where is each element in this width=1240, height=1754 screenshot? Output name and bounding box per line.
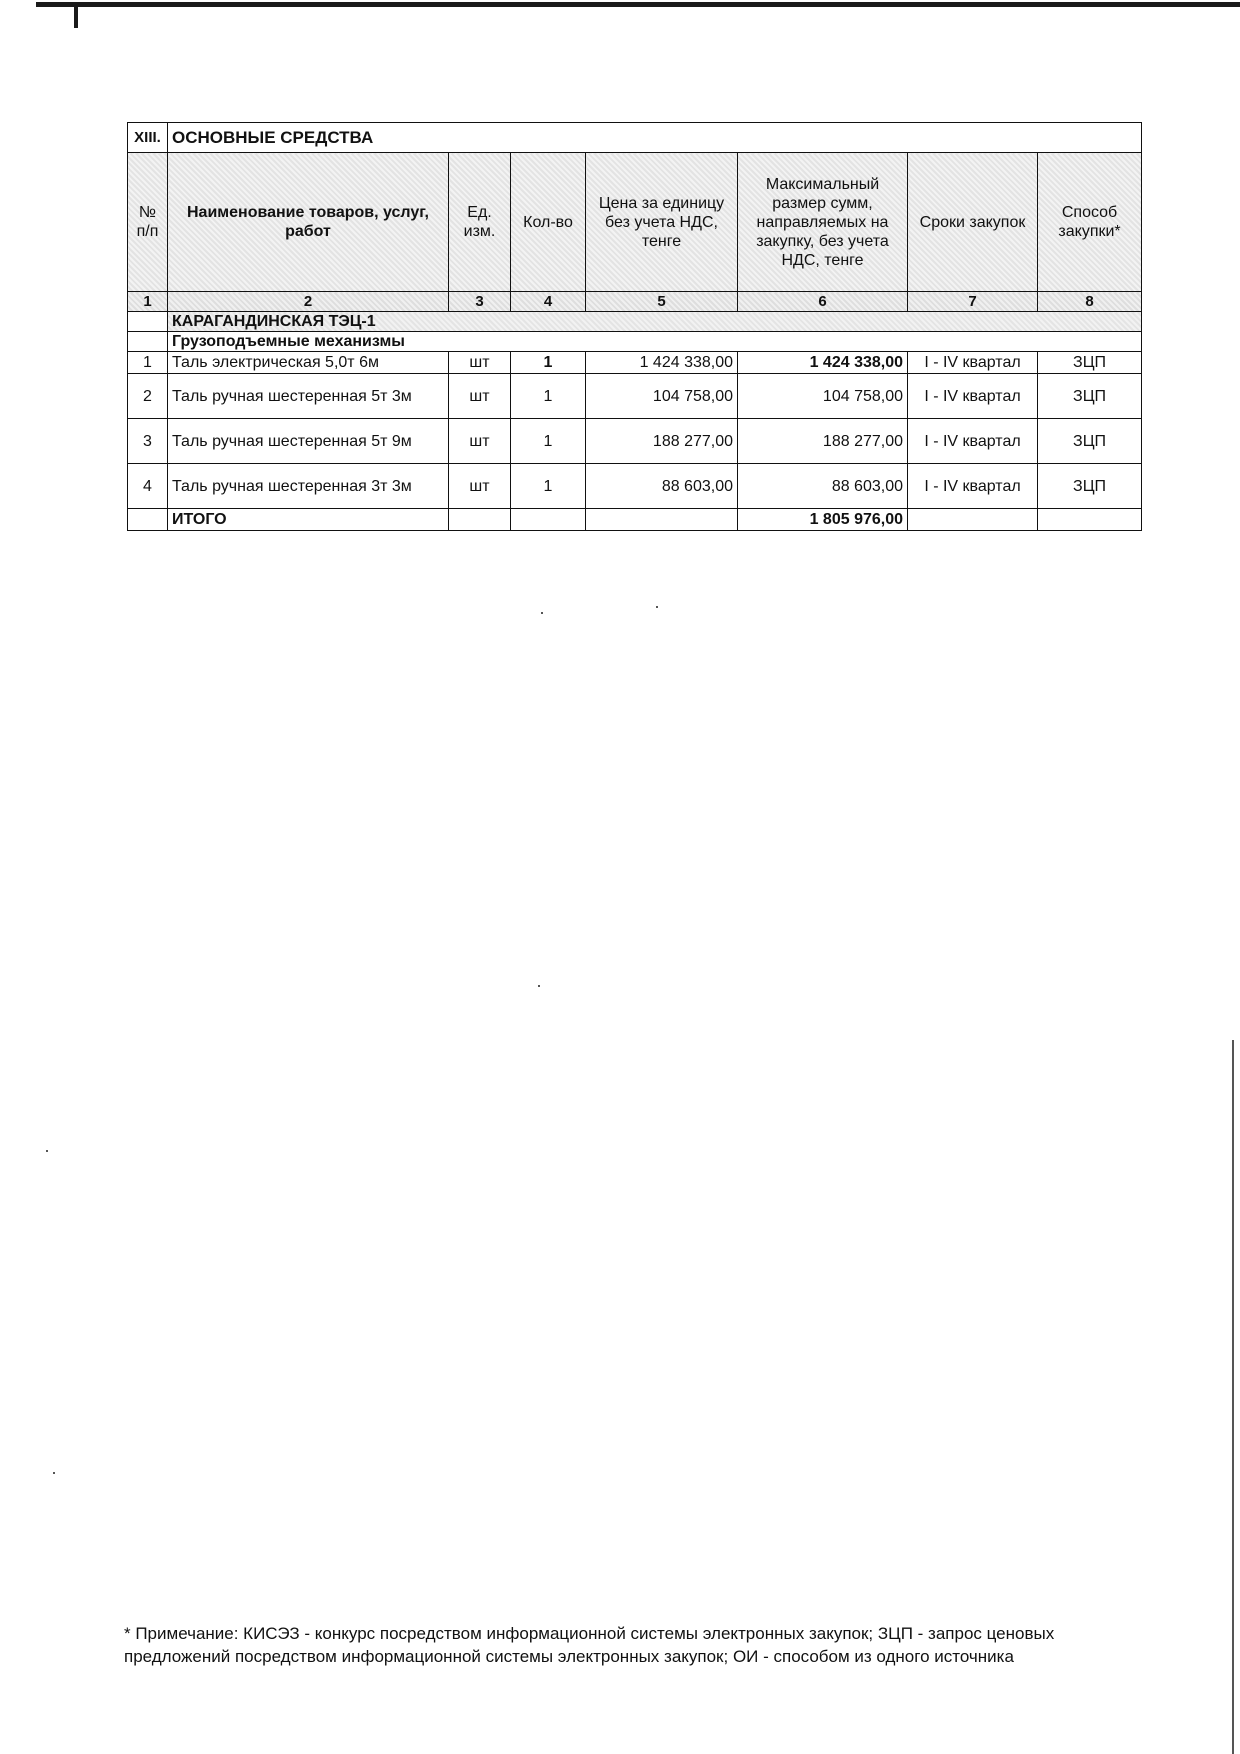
section-number: XIII. <box>128 123 168 153</box>
item-number: 1 <box>128 352 168 374</box>
item-method: ЗЦП <box>1038 352 1142 374</box>
table-row <box>128 374 1142 419</box>
item-number: 3 <box>128 419 168 464</box>
col-header-price: Цена за единицу без учета НДС, тенге <box>586 153 738 292</box>
total-label: ИТОГО <box>168 509 449 531</box>
item-period: I - IV квартал <box>908 374 1038 419</box>
scan-right-edge <box>1232 1040 1234 1754</box>
group-row <box>128 332 1142 352</box>
item-method: ЗЦП <box>1038 464 1142 509</box>
col-header-method: Способ закупки* <box>1038 153 1142 292</box>
item-unit: шт <box>449 419 511 464</box>
column-header-row <box>128 153 1142 292</box>
section-title: ОСНОВНЫЕ СРЕДСТВА <box>168 123 1142 153</box>
col-header-qty: Кол-во <box>511 153 586 292</box>
item-period: I - IV квартал <box>908 419 1038 464</box>
scan-speck <box>538 985 540 987</box>
col-index: 2 <box>168 292 449 312</box>
footnote: * Примечание: КИСЭЗ - конкурс посредством информационной системы электронных закупок; ЗЦП - запрос ценовых предложений посредством информационной системы электронных закупок; ОИ - способом из одного источника <box>124 1624 1055 1666</box>
item-period: I - IV квартал <box>908 464 1038 509</box>
table-row <box>128 352 1142 374</box>
col-index: 6 <box>738 292 908 312</box>
col-header-amount: Максимальный размер сумм, направляемых на закупку, без учета НДС, тенге <box>738 153 908 292</box>
item-number: 2 <box>128 374 168 419</box>
col-index: 8 <box>1038 292 1142 312</box>
item-amount: 88 603,00 <box>738 464 908 509</box>
col-index: 1 <box>128 292 168 312</box>
organization-name: КАРАГАНДИНСКАЯ ТЭЦ-1 <box>168 312 1142 332</box>
group-name: Грузоподъемные механизмы <box>168 332 1142 352</box>
scan-corner-mark <box>74 6 78 28</box>
scan-speck <box>46 1150 48 1152</box>
item-name: Таль ручная шестеренная 5т 3м <box>168 374 449 419</box>
item-price: 1 424 338,00 <box>586 352 738 374</box>
item-name: Таль электрическая 5,0т 6м <box>168 352 449 374</box>
item-period: I - IV квартал <box>908 352 1038 374</box>
col-header-period: Сроки закупок <box>908 153 1038 292</box>
organization-row <box>128 312 1142 332</box>
scan-speck <box>656 606 658 608</box>
col-index: 3 <box>449 292 511 312</box>
item-price: 104 758,00 <box>586 374 738 419</box>
item-price: 188 277,00 <box>586 419 738 464</box>
scan-top-edge <box>36 2 1240 7</box>
item-amount: 104 758,00 <box>738 374 908 419</box>
col-header-unit: Ед. изм. <box>449 153 511 292</box>
item-unit: шт <box>449 464 511 509</box>
item-method: ЗЦП <box>1038 374 1142 419</box>
col-header-number: № п/п <box>128 153 168 292</box>
table-row <box>128 464 1142 509</box>
item-price: 88 603,00 <box>586 464 738 509</box>
scan-speck <box>541 612 543 614</box>
item-method: ЗЦП <box>1038 419 1142 464</box>
item-amount: 188 277,00 <box>738 419 908 464</box>
item-name: Таль ручная шестеренная 5т 9м <box>168 419 449 464</box>
item-amount: 1 424 338,00 <box>738 352 908 374</box>
procurement-table <box>127 122 1142 531</box>
table-row <box>128 419 1142 464</box>
item-name: Таль ручная шестеренная 3т 3м <box>168 464 449 509</box>
item-qty: 1 <box>511 419 586 464</box>
item-unit: шт <box>449 352 511 374</box>
col-index: 7 <box>908 292 1038 312</box>
col-index: 5 <box>586 292 738 312</box>
item-qty: 1 <box>511 464 586 509</box>
item-qty: 1 <box>511 374 586 419</box>
column-index-row <box>128 292 1142 312</box>
col-index: 4 <box>511 292 586 312</box>
total-row <box>128 509 1142 531</box>
item-unit: шт <box>449 374 511 419</box>
total-amount: 1 805 976,00 <box>738 509 908 531</box>
item-number: 4 <box>128 464 168 509</box>
scan-speck <box>53 1472 55 1474</box>
item-qty: 1 <box>511 352 586 374</box>
section-header-row <box>128 123 1142 153</box>
col-header-name: Наименование товаров, услуг, работ <box>168 153 449 292</box>
